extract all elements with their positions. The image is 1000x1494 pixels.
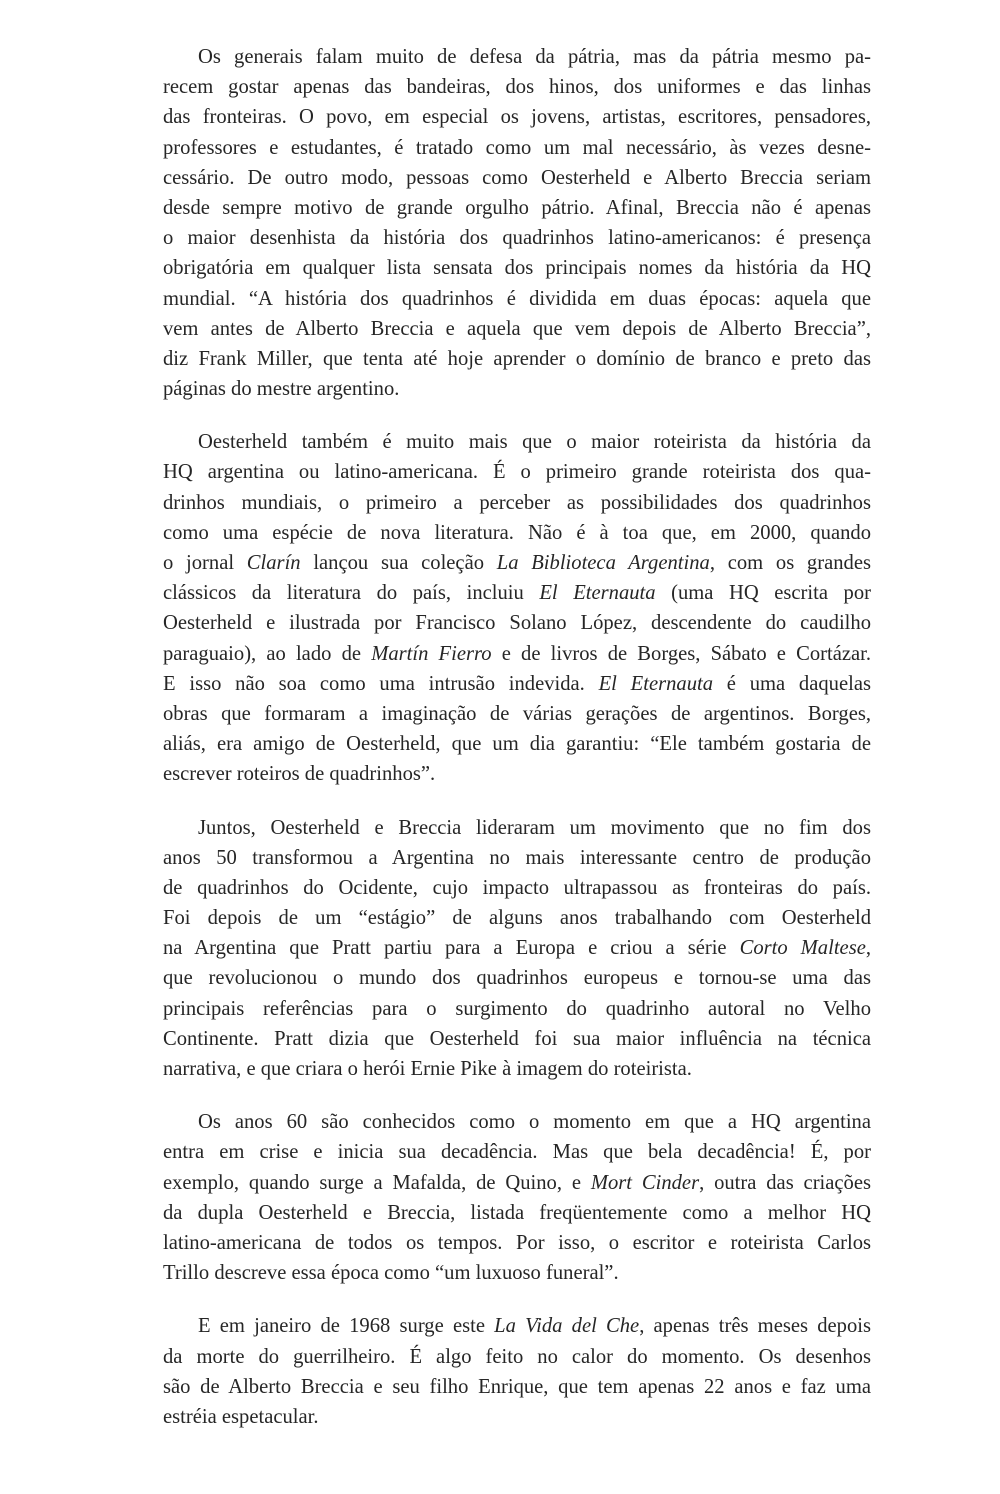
text-segment: que revolucionou o mundo dos quadrinhos europeus e tornou-se uma das [163,967,871,990]
text-line [163,427,871,457]
text-segment: desde sempre motivo de grande orgulho pátrio. Afinal, Breccia não é apenas [163,196,871,219]
document-page [163,42,871,1455]
text-segment: como uma espécie de nova literatura. Não é à toa que, em 2000, quando [163,521,871,544]
text-segment: da morte do guerrilheiro. É algo feito no calor do momento. Os desenhos [163,1345,871,1368]
text-segment: Oesterheld e ilustrada por Francisco Solano López, descendente do caudilho [163,612,871,635]
text-line [163,42,871,72]
text-segment: Continente. Pratt dizia que Oesterheld foi sua maior influência na técnica [163,1027,871,1050]
text-segment: , outra das criações [699,1171,872,1194]
text-segment: clássicos da literatura do país, incluiu [163,582,540,605]
text-segment: obrigatória em qualquer lista sensata dos principais nomes da história da HQ [163,257,871,280]
text-line [163,102,871,132]
text-segment: o maior desenhista da história dos quadrinhos latino-americanos: é presença [163,227,871,250]
text-line [163,729,871,759]
text-segment: da dupla Oesterheld e Breccia, listada freqüentemente como a melhor HQ [163,1201,871,1224]
text-segment: entra em crise e inicia sua decadência. Mas que bela decadência! É, por [163,1141,871,1164]
text-segment: na Argentina que Pratt partiu para a Europa e criou a série [163,937,740,960]
text-segment: Foi depois de um “estágio” de alguns anos trabalhando com Oesterheld [163,907,871,930]
text-line [163,1372,871,1402]
text-line [163,1342,871,1372]
italic-title: El Eternauta [598,672,714,695]
text-line [163,163,871,193]
text-segment: das fronteiras. O povo, em especial os jovens, artistas, escritores, pensadores, [163,106,871,129]
text-line [163,1054,871,1084]
text-line [163,1168,871,1198]
text-segment: E isso não soa como uma intrusão indevida. [163,672,599,695]
text-segment: de quadrinhos do Ocidente, cujo impacto ultrapassou as fronteiras do país. [163,876,871,899]
text-line [163,1107,871,1137]
text-line [163,518,871,548]
paragraph [163,1107,871,1288]
text-line [163,1258,871,1288]
text-segment: estréia espetacular. [163,1405,319,1428]
text-segment: Juntos, Oesterheld e Breccia lideraram um movimento que no fim dos [198,816,871,839]
text-segment: lançou sua coleção [300,552,497,574]
text-segment: o jornal [163,552,247,574]
text-segment: vem antes de Alberto Breccia e aquela que vem depois de Alberto Breccia”, [163,317,871,340]
text-line [163,759,871,789]
text-segment: Os generais falam muito de defesa da pátria, mas da pátria mesmo pa- [198,46,871,68]
text-line [163,994,871,1024]
text-segment: e de livros de Borges, Sábato e Cortázar. [491,642,872,665]
text-segment: é uma daquelas [713,672,871,695]
text-line [163,669,871,699]
paragraph [163,1311,871,1432]
text-segment: , apenas três meses depois [639,1315,871,1338]
text-line [163,253,871,283]
text-line [163,903,871,933]
text-line [163,488,871,518]
text-segment: recem gostar apenas das bandeiras, dos hinos, dos uniformes e das linhas [163,76,871,99]
text-line [163,639,871,669]
italic-title: Martín Fierro [371,642,492,665]
italic-title: La Biblioteca Argentina [496,552,710,574]
paragraph [163,813,871,1085]
text-segment: aliás, era amigo de Oesterheld, que um dia garantiu: “Ele também gostaria de [163,733,871,756]
text-line [163,843,871,873]
paragraph [163,427,871,789]
text-segment: páginas do mestre argentino. [163,378,400,401]
text-line [163,374,871,404]
text-segment: são de Alberto Breccia e seu filho Enrique, que tem apenas 22 anos e faz uma [163,1375,871,1398]
text-segment: principais referências para o surgimento do quadrinho autoral no Velho [163,997,871,1020]
text-line [163,133,871,163]
text-line [163,344,871,374]
text-line [163,578,871,608]
text-line [163,813,871,843]
text-segment: cessário. De outro modo, pessoas como Oesterheld e Alberto Breccia seriam [163,166,871,189]
text-segment: escrever roteiros de quadrinhos”. [163,763,436,786]
text-line [163,963,871,993]
text-segment: paraguaio), ao lado de [163,642,372,665]
text-line [163,1198,871,1228]
text-line [163,457,871,487]
text-line [163,1311,871,1341]
paragraph [163,42,871,404]
italic-title: Corto Maltese [739,937,866,960]
italic-title: La Vida del Che [494,1315,640,1338]
text-line [163,873,871,903]
text-segment: latino-americana de todos os tempos. Por isso, o escritor e roteirista Carlos [163,1231,871,1254]
text-line [163,223,871,253]
text-segment: obras que formaram a imaginação de várias gerações de argentinos. Borges, [163,702,871,725]
italic-title: Clarín [246,552,301,574]
text-line [163,933,871,963]
text-segment: (uma HQ escrita por [655,582,871,605]
italic-title: Mort Cinder [590,1171,700,1194]
text-line [163,1402,871,1432]
text-line [163,314,871,344]
text-line [163,1024,871,1054]
text-segment: mundial. “A história dos quadrinhos é dividida em duas épocas: aquela que [163,287,871,310]
text-line [163,72,871,102]
text-line [163,699,871,729]
italic-title: El Eternauta [539,582,656,605]
text-segment: E em janeiro de 1968 surge este [198,1315,495,1338]
text-segment: professores e estudantes, é tratado como um mal necessário, às vezes desne- [163,136,871,159]
text-segment: anos 50 transformou a Argentina no mais interessante centro de produção [163,846,871,869]
text-segment: exemplo, quando surge a Mafalda, de Quino, e [163,1171,591,1194]
text-line [163,608,871,638]
text-line [163,548,871,578]
text-line [163,1228,871,1258]
text-line [163,284,871,314]
text-segment: HQ argentina ou latino-americana. É o primeiro grande roteirista dos qua- [163,461,871,484]
text-segment: narrativa, e que criara o herói Ernie Pike à imagem do roteirista. [163,1058,692,1080]
text-segment: Trillo descreve essa época como “um luxuoso funeral”. [163,1262,619,1285]
text-line [163,193,871,223]
text-segment: Os anos 60 são conhecidos como o momento em que a HQ argentina [198,1111,871,1134]
text-segment: , com os grandes [709,552,871,574]
text-segment: diz Frank Miller, que tenta até hoje aprender o domínio de branco e preto das [163,347,871,370]
text-segment: , [865,937,872,960]
text-line [163,1137,871,1167]
text-segment: Oesterheld também é muito mais que o maior roteirista da história da [198,431,871,454]
text-segment: drinhos mundiais, o primeiro a perceber as possibilidades dos quadrinhos [163,491,871,514]
